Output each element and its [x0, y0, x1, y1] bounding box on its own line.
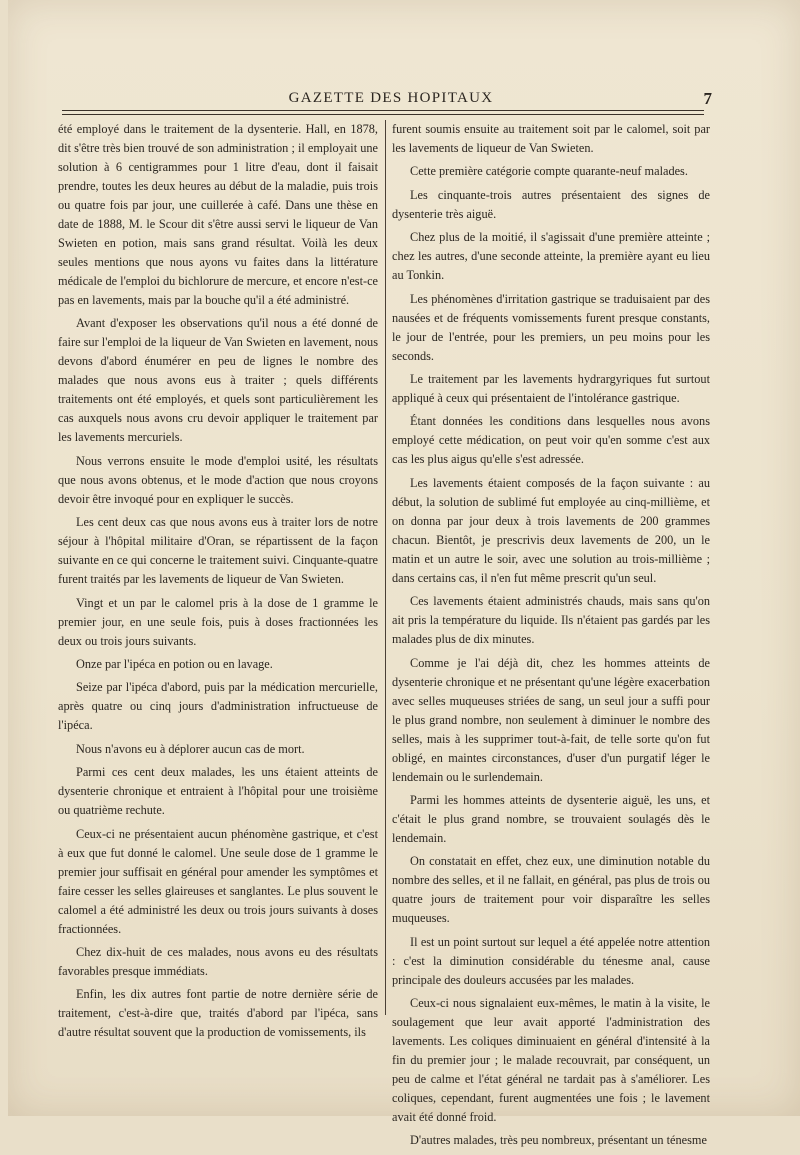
paragraph: Vingt et un par le calomel pris à la dose de 1 gramme le premier jour, en une seule fois, puis à doses fractionnées les deux ou trois jours suivants.: [58, 595, 378, 648]
paragraph: Ces lavements étaient administrés chauds, mais sans qu'on ait pris la température du liquide. Ils n'étaient pas gardés par les malades plus de dix minutes.: [392, 594, 710, 647]
paragraph: D'autres malades, très peu nombreux, présentant un ténesme: [410, 1133, 707, 1148]
paragraph: Comme je l'ai déjà dit, chez les hommes atteints de dysenterie chronique et ne présentant qu'une légère exacerbation avec selles muqueuses striées de sang, un seul jour a suffi pour le plus grand nombre, non seulement à diminuer le nombre des selles, mais à les supprimer tout-à-fait, de telle sorte qu'on fut obligé, en maintes circonstances, d'user d'un purgatif léger le lendemain ou le surlendemain.: [392, 655, 710, 784]
paragraph: Nous n'avons eu à déplorer aucun cas de mort.: [76, 741, 305, 756]
paragraph: Les lavements étaient composés de la façon suivante : au début, la solution de sublimé fut employée au cinq-millième, et on donna par jour deux à trois lavements de 200 grammes chacun. Bientôt, je prescrivis deux lavements de 200, un le matin et un autre le soir, avec une solution au trois-millième ; dans certains cas, il n'en fut même prescrit qu'un seul.: [392, 475, 710, 585]
right-column: [392, 120, 710, 1155]
column-divider: [385, 120, 386, 1015]
paragraph: Chez plus de la moitié, il s'agissait d'une première atteinte ; chez les autres, d'une seconde atteinte, la première ayant eu lieu au Tonkin.: [392, 230, 710, 283]
paragraph: Cette première catégorie compte quarante-neuf malades.: [410, 164, 688, 179]
paragraph: Onze par l'ipéca en potion ou en lavage.: [76, 656, 273, 671]
paragraph: Seize par l'ipéca d'abord, puis par la médication mercurielle, après quatre ou cinq jours d'administration infructueuse de l'ipéca.: [58, 680, 378, 733]
paragraph: Ceux-ci nous signalaient eux-mêmes, le matin à la visite, le soulagement que leur avait apporté l'administration des lavements. Les coliques diminuaient en général d'intensité à la fin du premier jour ; le malade recouvrait, par conséquent, un peu de calme et l'état général ne tardait pas à s'améliorer. Les coliques, cependant, furent augmentées une fois ; le lavement avait été donné froid.: [392, 996, 710, 1125]
page-header: [70, 90, 712, 112]
page-number: 7: [703, 89, 712, 108]
page-title: GAZETTE DES HOPITAUX: [288, 90, 494, 106]
paragraph: été employé dans le traitement de la dysenterie. Hall, en 1878, dit s'être très bien trouvé de son administration ; il employait une solution à 6 centigrammes pour 1 litre d'eau, dont il faisait prendre, toutes les deux heures au début de la maladie, puis trois ou quatre fois par jour, une cuillerée à café. Dans une thèse en date de 1888, M. le Scour dit s'être aussi servi le liqueur de Van Swieten en potion, mais sans grand résultat. Voilà les deux seules mentions que nous ayons vu faites dans la littérature médicale de l'emploi du bichlorure de mercure, et encore n'est-ce pas en lavements, mais par la bouche qu'il a été administré.: [58, 122, 378, 307]
paragraph: furent soumis ensuite au traitement soit par le calomel, soit par les lavements de liqueur de Van Swieten.: [392, 122, 710, 155]
paragraph: Il est un point surtout sur lequel a été appelée notre attention : c'est la diminution considérable du ténesme anal, cause principale des douleurs accusées par les malades.: [392, 934, 710, 987]
paragraph: On constatait en effet, chez eux, une diminution notable du nombre des selles, et il ne fallait, en général, pas plus de trois ou quatre jours de traitement pour voir disparaître les selles muqueuses.: [392, 854, 710, 926]
paragraph: Parmi les hommes atteints de dysenterie aiguë, les uns, et c'était le plus grand nombre, se trouvaient soulagés dès le lendemain.: [392, 792, 710, 845]
paragraph: Parmi ces cent deux malades, les uns étaient atteints de dysenterie chronique et entraient à l'hôpital pour une troisième ou quatrième rechute.: [58, 765, 378, 818]
paragraph: Nous verrons ensuite le mode d'emploi usité, les résultats que nous avons obtenus, et le mode d'action que nous croyons devoir être invoqué pour en expliquer le succès.: [58, 453, 378, 506]
paragraph: Les cinquante-trois autres présentaient des signes de dysenterie très aiguë.: [392, 187, 710, 221]
left-column: [58, 120, 378, 1047]
paragraph: Enfin, les dix autres font partie de notre dernière série de traitement, c'est-à-dire que, traités d'abord par l'ipéca, sans d'autre résultat souvent que la production de vomissements, ils: [58, 987, 378, 1040]
paragraph: Avant d'exposer les observations qu'il nous a été donné de faire sur l'emploi de la liqueur de Van Swieten en lavement, nous devons d'abord énumérer en peu de lignes le nombre des malades que nous avons eus à traiter ; quels différents traitements ont été employés, et quels sont particulièrement les cas auxquels nous avons cru devoir appliquer le traitement par les lavements mercuriels.: [58, 316, 378, 445]
paragraph: Les phénomènes d'irritation gastrique se traduisaient par des nausées et de fréquents vomissements furent presque constants, le jour de l'entrée, pour les premiers, un peu moins pour les seconds.: [392, 291, 710, 363]
paragraph: Chez dix-huit de ces malades, nous avons eu des résultats favorables presque immédiats.: [58, 944, 378, 978]
paragraph: Étant données les conditions dans lesquelles nous avons employé cette médication, on peut voir qu'en somme c'est aux cas les plus aigus qu'elle s'est adressée.: [392, 414, 710, 467]
paragraph: Ceux-ci ne présentaient aucun phénomène gastrique, et c'est à eux que fut donné le calomel. Une seule dose de 1 gramme le premier jour suffisait en général pour amender les symptômes et faire cesser les selles glaireuses et sanglantes. Le plus souvent le calomel a été administré les deux ou trois jours suivants à doses fractionnées.: [58, 826, 378, 936]
paragraph: Le traitement par les lavements hydrargyriques fut surtout appliqué à ceux qui présentaient de l'intolérance gastrique.: [392, 371, 710, 405]
header-rule: [62, 110, 704, 115]
paragraph: Les cent deux cas que nous avons eus à traiter lors de notre séjour à l'hôpital militaire d'Oran, se répartissent de la façon suivante en ce qui concerne le traitement suivi. Cinquante-quatre furent traités par les lavements de liqueur de Van Swieten.: [58, 515, 378, 587]
